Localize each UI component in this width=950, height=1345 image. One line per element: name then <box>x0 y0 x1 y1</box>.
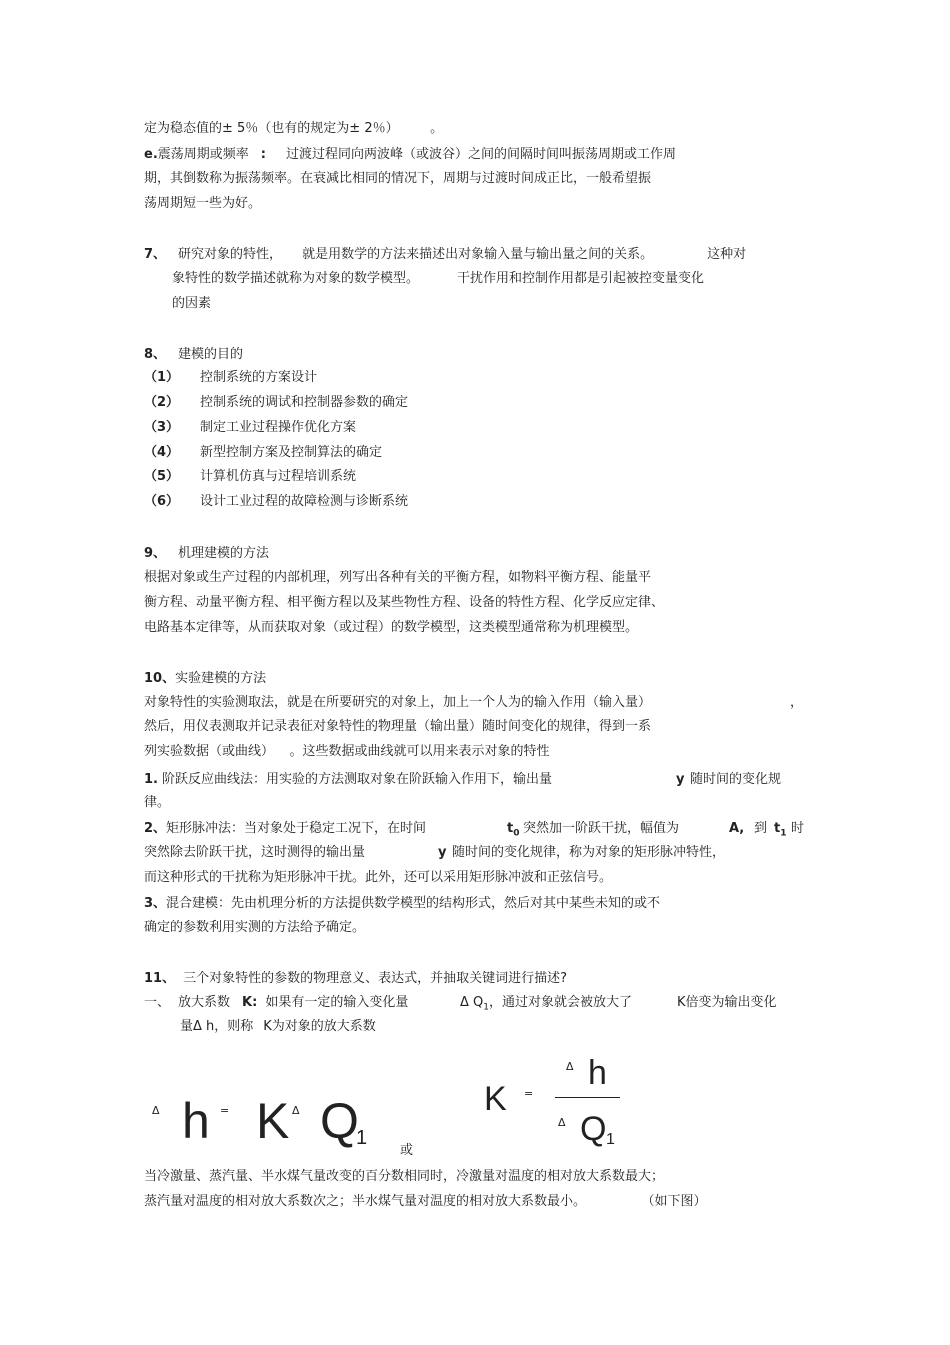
list-item-number: （3） <box>144 420 180 435</box>
section-11-line-2 <box>180 1019 376 1035</box>
section-11-text-1b: 如果有一定的输入变化量 <box>265 995 409 1010</box>
section-10-title: 实验建模的方法 <box>175 671 267 686</box>
section-11-number: 11、 <box>144 971 176 986</box>
formula-Q: Q <box>320 1093 359 1149</box>
method-2-text-2b: 随时间的变化规律，称为对象的矩形脉冲特性， <box>452 845 726 860</box>
section-10-line-1 <box>144 695 651 711</box>
e-item-label: e. <box>144 147 158 162</box>
delta-symbol: Δ <box>152 1104 160 1117</box>
section-11-text-2b: K为对象的放大系数 <box>263 1019 376 1034</box>
e-item-title: 震荡周期或频率 <box>157 147 249 162</box>
section-10-comma: ， <box>790 695 804 710</box>
method-2-text-1b: 突然加一阶跃干扰，幅值为 <box>523 821 680 836</box>
closing-line-1: 当冷激量、蒸汽量、半水煤气量改变的百分数相同时，冷激量对温度的相对放大系数最大； <box>144 1169 665 1184</box>
formula-or: 或 <box>400 1143 414 1158</box>
method-2-text-1a: 矩形脉冲法：当对象处于稳定工况下，在时间 <box>166 821 427 836</box>
section-7-line-1 <box>144 247 746 263</box>
section-9-heading <box>144 546 269 562</box>
section-11-K: K: <box>242 995 258 1010</box>
list-item <box>144 469 356 485</box>
section-10-text-3b: 。这些数据或曲线就可以用来表示对象的特性 <box>289 744 550 759</box>
method-2-number: 2、 <box>144 821 167 836</box>
method-1-line-2: 律。 <box>144 795 171 810</box>
section-7-text-1b: 就是用数学的方法来描述出对象输入量与输出量之间的关系。 <box>302 247 654 262</box>
method-2-line-3: 而这种形式的干扰称为矩形脉冲干扰。此外，还可以采用矩形脉冲波和正弦信号。 <box>144 870 613 885</box>
section-7-line-2 <box>172 271 704 287</box>
section-10-line-2: 然后，用仪表测取并记录表征对象特性的物理量（输出量）随时间变化的规律，得到一系 <box>144 719 652 734</box>
method-2-text-2a: 突然除去阶跃干扰，这时测得的输出量 <box>144 845 366 860</box>
formula-equals: = <box>220 1104 230 1117</box>
list-item-text: 新型控制方案及控制算法的确定 <box>200 445 383 460</box>
section-11-text-2a: 量Δ h，则称 <box>180 1019 254 1034</box>
method-2-t0 <box>507 821 519 842</box>
method-3-line-1 <box>144 896 660 912</box>
list-item-number: （4） <box>144 445 180 460</box>
e-item-colon: : <box>260 147 266 162</box>
section-8-number: 8、 <box>144 347 167 362</box>
t1-symbol: t <box>774 821 781 836</box>
section-7-number: 7、 <box>144 247 167 262</box>
dq-symbol: Δ Q <box>460 995 484 1010</box>
section-9-line-1: 根据对象或生产过程的内部机理，列写出各种有关的平衡方程，如物料平衡方程、能量平 <box>144 570 652 585</box>
method-2-line-2 <box>144 845 365 861</box>
t0-symbol: t <box>507 821 514 836</box>
delta-symbol: Δ <box>292 1104 300 1117</box>
method-2-amplitude: A, <box>729 821 745 836</box>
list-item-text: 制定工业过程操作优化方案 <box>200 420 357 435</box>
formula-subscript: 1 <box>356 1127 368 1149</box>
section-8-heading <box>144 347 243 363</box>
section-7-line-3: 的因素 <box>172 296 212 311</box>
method-2-y: y <box>438 845 447 860</box>
list-item <box>144 494 408 510</box>
section-11-text-1c: ，通过对象就会被放大了 <box>489 995 633 1010</box>
section-11-title: 三个对象特性的参数的物理意义、表达式，并抽取关键词进行描述? <box>183 971 567 986</box>
list-item <box>144 370 317 386</box>
list-item-number: （1） <box>144 370 180 385</box>
intro-text: 定为稳态值的± 5％（也有的规定为± 2％） <box>144 121 393 136</box>
method-3-text-1: 混合建模：先由机理分析的方法提供数学模型的结构形式，然后对其中某些未知的或不 <box>166 896 661 911</box>
section-9-line-3: 电路基本定律等，从而获取对象（或过程）的数学模型，这类模型通常称为机理模型。 <box>144 620 639 635</box>
fraction-bar <box>555 1097 620 1098</box>
intro-line-1 <box>144 121 443 137</box>
section-7-text-1a: 研究对象的特性， <box>178 247 283 262</box>
section-11-heading <box>144 971 567 987</box>
section-11-text-1d: K倍变为输出变化 <box>677 995 777 1010</box>
method-3-number: 3、 <box>144 896 167 911</box>
method-1-text-1b: 随时间的变化规 <box>690 772 782 787</box>
formula-Q: Q <box>580 1110 607 1148</box>
closing-text-2a: 蒸汽量对温度的相对放大系数次之；半水煤气量对温度的相对放大系数最小。 <box>144 1194 587 1209</box>
method-1-number: 1. <box>144 772 158 787</box>
list-item-number: （2） <box>144 395 180 410</box>
section-11-text-1a: 放大系数 <box>178 995 231 1010</box>
list-item <box>144 395 408 411</box>
section-9-title: 机理建模的方法 <box>178 546 270 561</box>
e-item-text-1: 过渡过程同向两波峰（或波谷）之间的间隔时间叫振荡周期或工作周 <box>285 147 676 162</box>
method-1-text-1a: 阶跃反应曲线法：用实验的方法测取对象在阶跃输入作用下，输出量 <box>161 772 552 787</box>
closing-text-2b: （如下图） <box>648 1194 707 1209</box>
e-item-line-2: 期，其倒数称为振荡频率。在衰减比相同的情况下，周期与过渡时间成正比，一般希望振 <box>144 171 652 186</box>
method-2-text-1c: 时 <box>791 821 805 836</box>
closing-line-2 <box>144 1194 707 1210</box>
section-7-text-2a: 象特性的数学描述就称为对象的数学模型。 <box>172 271 420 286</box>
intro-period: 。 <box>430 121 444 136</box>
section-11-line-1 <box>144 995 408 1011</box>
formula-K: K <box>484 1080 507 1118</box>
list-item <box>144 445 382 461</box>
delta-symbol: Δ <box>566 1060 574 1073</box>
list-item <box>144 420 356 436</box>
list-item-number: （6） <box>144 494 180 509</box>
section-10-line-3 <box>144 744 550 760</box>
section-7-text-2b: 干扰作用和控制作用都是引起被控变量变化 <box>457 271 705 286</box>
list-item-text: 控制系统的调试和控制器参数的确定 <box>200 395 409 410</box>
section-8-title: 建模的目的 <box>178 347 244 362</box>
section-10-text-3a: 列实验数据（或曲线） <box>144 744 268 759</box>
dq-subscript: 1 <box>483 1002 489 1013</box>
e-item-line-1 <box>144 147 676 163</box>
t0-subscript: 0 <box>513 828 520 839</box>
section-11-dq <box>460 995 489 1016</box>
method-1-line-1 <box>144 772 552 788</box>
formula-equals: = <box>524 1087 534 1100</box>
formula-h: h <box>182 1093 210 1149</box>
section-10-number: 10、 <box>144 671 176 686</box>
formula-h: h <box>588 1054 607 1092</box>
section-10-heading <box>144 671 266 687</box>
list-item-text: 控制系统的方案设计 <box>200 370 318 385</box>
method-2-line-1 <box>144 821 426 837</box>
e-item-line-3: 荡周期短一些为好。 <box>144 196 262 211</box>
method-3-line-2: 确定的参数利用实测的方法给予确定。 <box>144 920 366 935</box>
list-item-text: 计算机仿真与过程培训系统 <box>200 469 357 484</box>
section-9-number: 9、 <box>144 546 167 561</box>
list-item-text: 设计工业过程的故障检测与诊断系统 <box>200 494 409 509</box>
method-1-y: y <box>676 772 685 787</box>
section-9-line-2: 衡方程、动量平衡方程、相平衡方程以及某些物性方程、设备的特性方程、化学反应定律、 <box>144 595 665 610</box>
formula-K: K <box>256 1093 290 1149</box>
section-11-one: 一、 <box>144 995 171 1010</box>
section-10-text-1a: 对象特性的实验测取法，就是在所要研究的对象上，加上一个人为的输入作用（输入量） <box>144 695 652 710</box>
method-2-t1 <box>774 821 786 842</box>
method-2-to: 到 <box>754 821 768 836</box>
section-7-text-1c: 这种对 <box>707 247 747 262</box>
t1-subscript: 1 <box>780 828 787 839</box>
delta-symbol: Δ <box>558 1116 566 1129</box>
formula-subscript: 1 <box>606 1131 615 1148</box>
list-item-number: （5） <box>144 469 180 484</box>
